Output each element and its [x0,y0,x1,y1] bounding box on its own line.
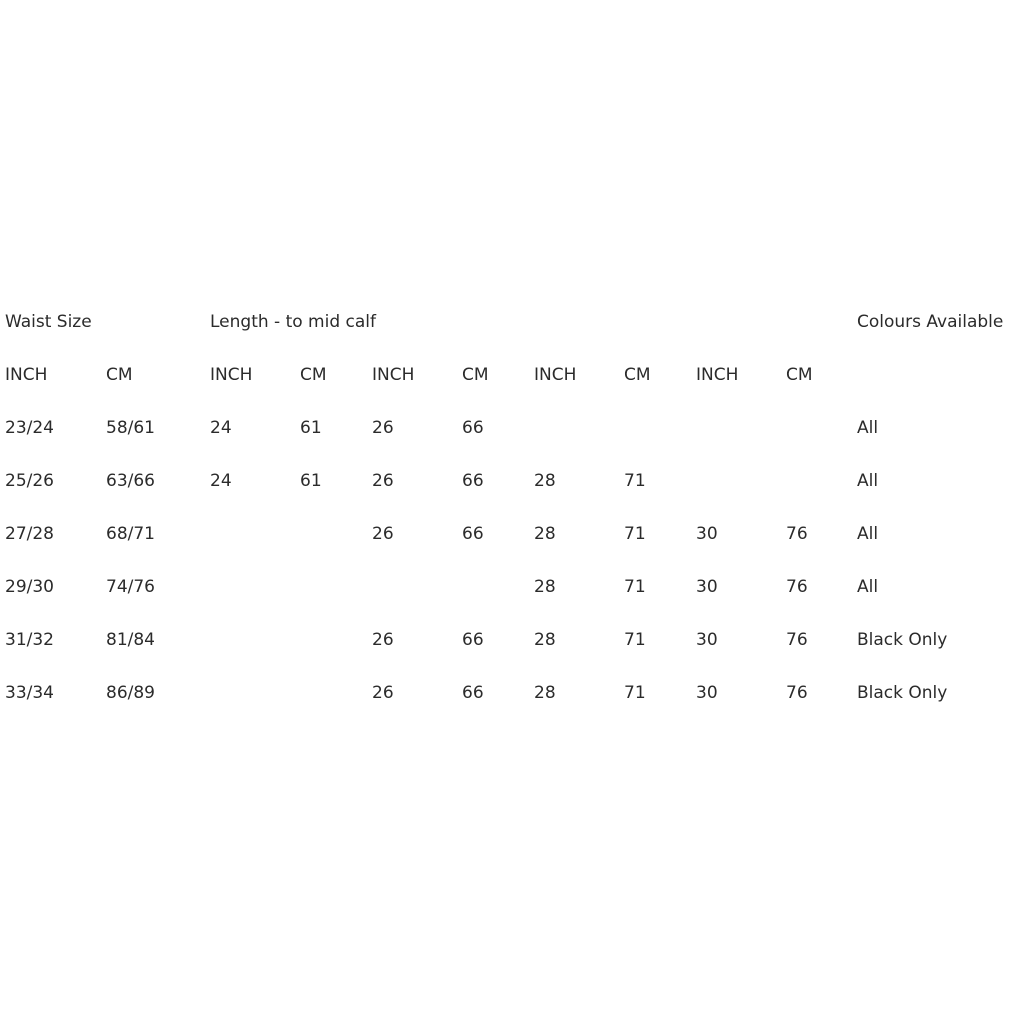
unit-header: INCH [696,365,739,385]
colours-cell: Black Only [857,683,948,703]
length-cell: 28 [534,471,556,491]
waist-cm-cell: 81/84 [106,630,155,650]
length-cell: 66 [462,418,484,438]
length-cell: 66 [462,683,484,703]
group-header-row [0,300,1024,353]
length-cell: 71 [624,577,646,597]
waist-inch-cell: 23/24 [5,418,54,438]
length-cell: 24 [210,471,232,491]
length-cell: 30 [696,683,718,703]
length-cell: 28 [534,577,556,597]
unit-header: INCH [210,365,253,385]
unit-header-row [0,353,1024,406]
unit-header: INCH [5,365,48,385]
length-cell: 30 [696,524,718,544]
length-cell: 26 [372,471,394,491]
length-cell: 26 [372,418,394,438]
waist-inch-cell: 31/32 [5,630,54,650]
waist-inch-cell: 25/26 [5,471,54,491]
unit-header: CM [786,365,813,385]
table-row [0,618,1024,671]
table-body [0,406,1024,724]
length-cell: 76 [786,630,808,650]
length-cell: 66 [462,471,484,491]
unit-header: CM [106,365,133,385]
length-header: Length - to mid calf [210,312,376,332]
length-cell: 76 [786,683,808,703]
length-cell: 30 [696,630,718,650]
length-cell: 28 [534,683,556,703]
length-cell: 28 [534,630,556,650]
length-cell: 71 [624,471,646,491]
length-cell: 26 [372,630,394,650]
length-cell: 24 [210,418,232,438]
length-cell: 30 [696,577,718,597]
length-cell: 71 [624,683,646,703]
length-cell: 66 [462,524,484,544]
length-cell: 76 [786,524,808,544]
unit-header: CM [624,365,651,385]
size-chart-table [0,300,1024,724]
colours-cell: All [857,418,879,438]
waist-inch-cell: 29/30 [5,577,54,597]
length-cell: 71 [624,524,646,544]
colours-cell: All [857,471,879,491]
unit-header: CM [300,365,327,385]
waist-cm-cell: 63/66 [106,471,155,491]
table-row [0,512,1024,565]
colours-header: Colours Available [857,312,1004,332]
length-cell: 26 [372,524,394,544]
length-cell: 66 [462,630,484,650]
colours-cell: All [857,524,879,544]
unit-header: INCH [372,365,415,385]
table-row [0,459,1024,512]
unit-header: CM [462,365,489,385]
waist-cm-cell: 86/89 [106,683,155,703]
colours-cell: Black Only [857,630,948,650]
colours-cell: All [857,577,879,597]
length-cell: 28 [534,524,556,544]
table-row [0,671,1024,724]
waist-size-header: Waist Size [5,312,92,332]
waist-cm-cell: 68/71 [106,524,155,544]
length-cell: 61 [300,471,322,491]
length-cell: 71 [624,630,646,650]
waist-inch-cell: 33/34 [5,683,54,703]
waist-cm-cell: 74/76 [106,577,155,597]
unit-header: INCH [534,365,577,385]
table-row [0,406,1024,459]
waist-cm-cell: 58/61 [106,418,155,438]
length-cell: 76 [786,577,808,597]
table-row [0,565,1024,618]
length-cell: 61 [300,418,322,438]
length-cell: 26 [372,683,394,703]
waist-inch-cell: 27/28 [5,524,54,544]
